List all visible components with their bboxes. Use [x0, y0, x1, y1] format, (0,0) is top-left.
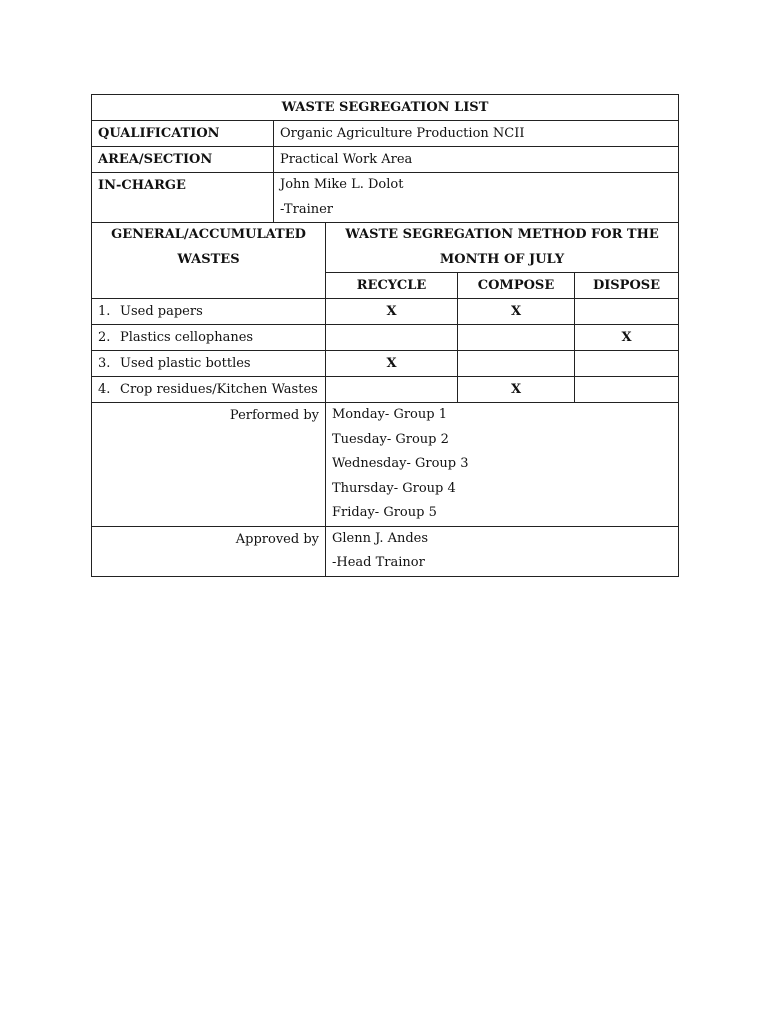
- schedule-item: Wednesday- Group 3: [332, 456, 469, 471]
- incharge-role: -Trainer: [280, 201, 334, 217]
- schedule-item: Thursday- Group 4: [332, 480, 456, 496]
- table-row: [92, 351, 679, 377]
- qualification-label: QUALIFICATION: [92, 121, 274, 147]
- recycle-mark: [326, 325, 458, 351]
- area-label: AREA/SECTION: [92, 147, 274, 173]
- approver-name: Glenn J. Andes: [332, 530, 429, 546]
- compose-header: COMPOSE: [458, 273, 575, 299]
- schedule-item: Friday- Group 5: [332, 505, 437, 520]
- recycle-mark: [326, 377, 458, 403]
- table-title: WASTE SEGREGATION LIST: [92, 95, 679, 121]
- table-row: [92, 325, 679, 351]
- document-page: [91, 94, 678, 577]
- recycle-mark: X: [326, 351, 458, 377]
- waste-item: 4. Crop residues/Kitchen Wastes: [92, 377, 326, 403]
- compose-mark: [458, 351, 575, 377]
- waste-item: 2. Plastics cellophanes: [92, 325, 326, 351]
- incharge-label: IN-CHARGE: [92, 173, 274, 223]
- dispose-mark: X: [575, 325, 679, 351]
- schedule-item: Tuesday- Group 2: [332, 431, 449, 447]
- dispose-header: DISPOSE: [575, 273, 679, 299]
- performed-schedule: [326, 403, 679, 527]
- qualification-value: Organic Agriculture Production NCII: [274, 121, 679, 147]
- dispose-mark: [575, 377, 679, 403]
- performed-by-label: Performed by: [92, 403, 326, 527]
- dispose-mark: [575, 351, 679, 377]
- table-row: [92, 377, 679, 403]
- waste-item: 3. Used plastic bottles: [92, 351, 326, 377]
- recycle-mark: X: [326, 299, 458, 325]
- waste-column-header: GENERAL/ACCUMULATED WASTES: [92, 223, 326, 299]
- approved-by-value: [326, 526, 679, 576]
- waste-segregation-table: [91, 94, 679, 577]
- incharge-value: [274, 173, 679, 223]
- table-row: [92, 299, 679, 325]
- dispose-mark: [575, 299, 679, 325]
- schedule-item: Monday- Group 1: [332, 407, 447, 422]
- method-header: WASTE SEGREGATION METHOD FOR THE MONTH OF JULY: [326, 223, 679, 273]
- approved-by-label: Approved by: [92, 526, 326, 576]
- waste-item: 1. Used papers: [92, 299, 326, 325]
- compose-mark: X: [458, 299, 575, 325]
- compose-mark: X: [458, 377, 575, 403]
- incharge-name: John Mike L. Dolot: [280, 177, 404, 192]
- area-value: Practical Work Area: [274, 147, 679, 173]
- approver-role: -Head Trainor: [332, 555, 425, 570]
- compose-mark: [458, 325, 575, 351]
- recycle-header: RECYCLE: [326, 273, 458, 299]
